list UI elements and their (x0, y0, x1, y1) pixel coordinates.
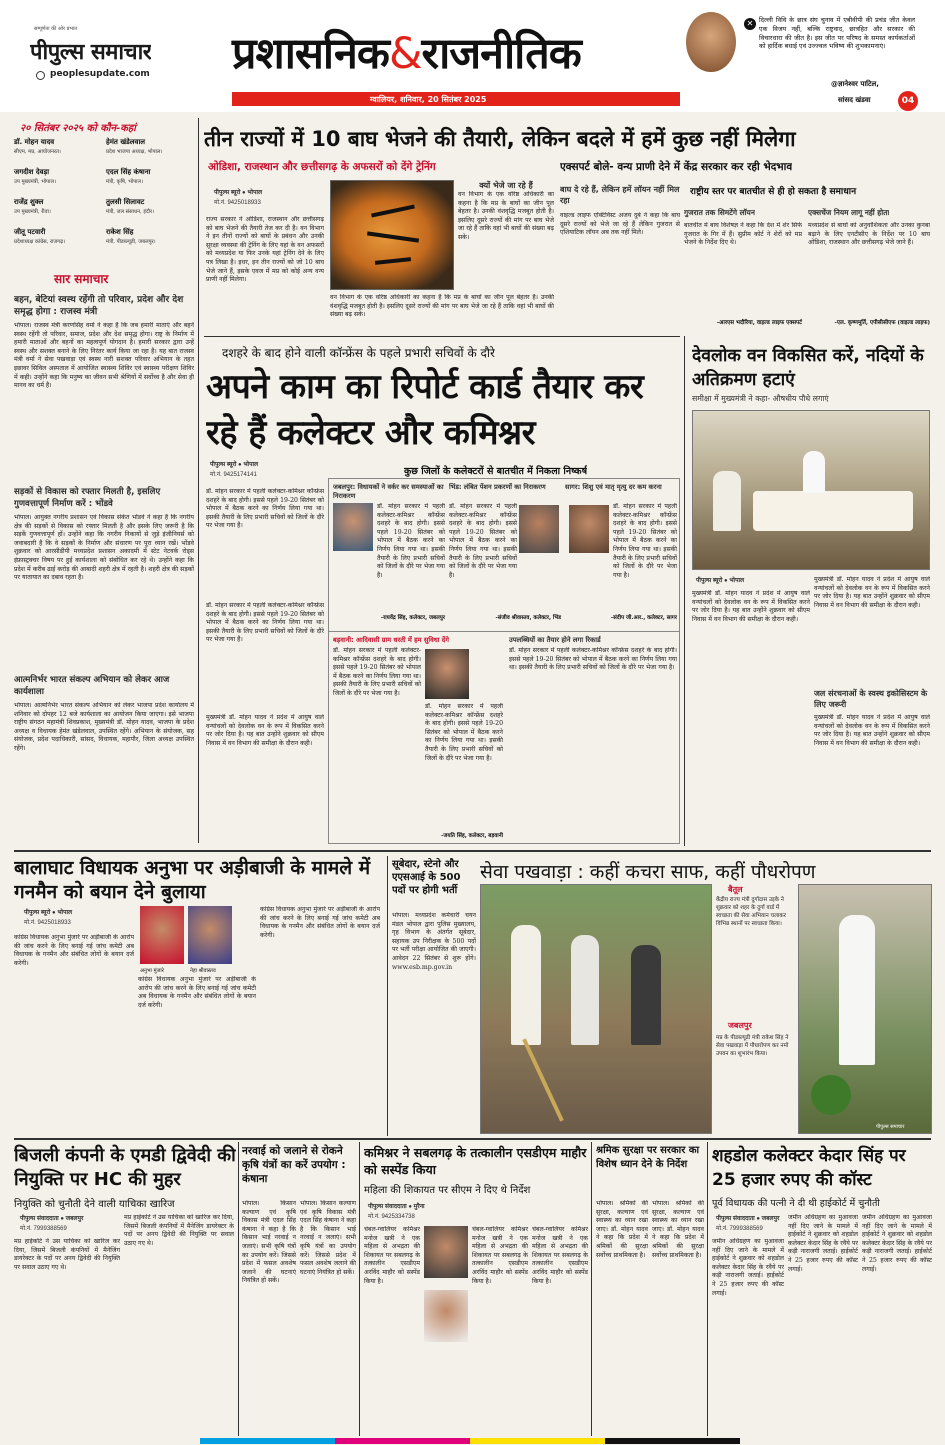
why-box-title: क्यों भेजे जा रहे हैं (479, 181, 533, 190)
bijli-body-2: मप्र हाईकोर्ट ने उस याचिका को खारिज कर दिया, जिसमें बिजली कंपनियों में मैनेजिंग डायरेक्टर के पदों पर अनय द्विवेदी की नियुक्ति पर सवाल उठाए गए थे। (124, 1214, 234, 1247)
seva-cap-2: मप्र के पीडब्ल्यूडी मंत्री राकेश सिंह ने सेवा पखवाड़ा में पौधारोपण कर नमो उपवन का शुभारंभ किया। (716, 1035, 789, 1057)
tweet-photo (686, 12, 736, 72)
anubha-mob: मो.नं. 9425018933 (24, 920, 71, 926)
shahdol-body-2: जमीन अधिग्रहण का मुआवजा नहीं दिए जाने के मामले में हाईकोर्ट ने शुक्रवार को शहडोल कलेक्टर केदार सिंह के रवैये पर कड़ी नाराजगी जताई। हाईकोर्ट ने 25 हजार रुपए की कॉस्ट लगाई। (788, 1214, 858, 1273)
tiger-stripe (371, 204, 415, 217)
person-silhouette (631, 945, 661, 1045)
tiger-body-3: वाइल्ड लाइफ एक्टिविस्ट अजय दुबे ने कहा कि बाघ दूसरे राज्यों को भेजे जा रहे हैं लेकिन गुजरात से एशियाटिक लॉयन अब तक नहीं मिले। (560, 212, 680, 237)
tiger-body-5b: मध्यप्रदेश से बाघों को अनुवांशिकता और उनका कुनबा बढ़ाने के लिए एनटीसीए के निर्देश पर 10 बाघ ओडिशा, राजस्थान और छत्तीसगढ़ भेजे जाने हैं। (808, 222, 930, 247)
devlok-subhead-2: जल संरचनाओं के स्वस्थ इकोसिस्टम के लिए जरूरी (814, 689, 928, 709)
anubha-cap1: अनुभा मुंजारे (140, 968, 164, 974)
person-item: जीतू पटवारी प्रदेशाध्यक्ष कांग्रेस, राजगढ़। (14, 228, 66, 245)
tiger-mob: मो.नं. 9425018933 (214, 200, 261, 206)
shahdol-byline: पीपुल्स संवाददाता ● जबलपुर (716, 1216, 780, 1222)
bijli-subhead: नियुक्ति को चुनौती देने वाली याचिका खारिज (14, 1199, 175, 1210)
narvai-headline: नरवाई को जलाने से रोकने कृषि यंत्रों का करें उपयोग : कंषाना (242, 1145, 346, 1185)
shahdol-mob: मो.नं. 7999388569 (716, 1226, 763, 1232)
rule (238, 1142, 239, 1436)
shahdol-subhead: पूर्व विधायक की पत्नी ने दी थी हाईकोर्ट में चुनौती (712, 1198, 880, 1209)
tiger-body-2: वन विभाग के एक वरिष्ठ अधिकारी का कहना है कि मप्र के बाघों का जीन पूल बेहतर है। उनकी वंशवृद्धि मजबूत होती है। इसलिए दूसरे राज्यों की मांग पर बाघ भेजे जा रहे हैं ताकि वहां भी बाघों की संख्या बढ़ सके। (330, 294, 554, 319)
color-bar (200, 1438, 740, 1444)
report-body: डॉ. मोहन सरकार में पहली कलेक्टर-कमिश्नर कॉन्फ्रेंस दशहरे के बाद होगी। इससे पहले 19-20 सितंबर को भोपाल में बैठक करने का निर्णय लिया गया था। इसकी तैयारी के लिए प्रभारी सचिवों को जिलों के दौरे पर भेजा गया है। (206, 488, 324, 530)
tiger-body-5a: बातचीत में बाघ विशेषज्ञ ने कहा कि देश में शेर सिर्फ गुजरात के गिर में हैं। सुप्रीम कोर्ट ने शेरों को मप्र भेजने के निर्देश दिए थे। (684, 222, 802, 247)
shramik-body-1: भोपाल। श्रमिकों की सुरक्षा, कल्याण एवं स्वास्थ्य का ध्यान रखा जाए। डॉ. मोहन यादव ने कहा कि प्रदेश में श्रमिकों की सुरक्षा सर्वोच्च प्राथमिकता है। (596, 1200, 648, 1259)
why-box-body: वन विभाग के एक वरिष्ठ अधिकारी का कहना है कि मप्र के बाघों का जीन पूल बेहतर है। उनकी वंशवृद्धि मजबूत होती है। इसलिए दूसरे राज्यों की मांग पर बाघ भेजे जा रहे हैं ताकि वहां भी बाघों की संख्या बढ़ सके। (458, 191, 554, 241)
collector-box (328, 478, 680, 844)
tiger-headline: तीन राज्यों में 10 बाघ भेजने की तैयारी, लेकिन बदले में हमें कुछ नहीं मिलेगा (204, 127, 796, 151)
person-silhouette (571, 935, 599, 1045)
tiger-subhead-2: एक्सपर्ट बोले- वन्य प्राणी देने में केंद्र सरकार कर रही भेदभाव (560, 161, 793, 173)
rule (14, 850, 931, 852)
kamishnar-body-3: चंबल-ग्वालियर कमिश्नर मनोज खत्री ने एक महिला से अभद्रता की शिकायत पर सबलगढ़ के तत्कालीन एसडीएम अरविंद माहौर को सस्पेंड किया है। (532, 1226, 588, 1285)
c4-body-2: डॉ. मोहन सरकार में पहली कलेक्टर-कमिश्नर कॉन्फ्रेंस दशहरे के बाद होगी। इससे पहले 19-20 सितंबर को भोपाल में बैठक करने का निर्णय लिया गया था। इसकी तैयारी के लिए प्रभारी सचिवों को जिलों के दौरे पर भेजा गया है। (425, 703, 503, 762)
tweet-text: दिल्ली विवि के छात्र संघ चुनाव में एबीवीपी की प्रचंड जीत केवल एक विजय नहीं, बल्कि राष्ट्रवाद, छात्रहित और सरकार की विचारधारा की जीत है। इस जीत पर परिषद के समस्त कार्यकर्ताओं को हार्दिक बधाई एवं उज्ज्वल भविष्य की शुभकामनाएं। (759, 16, 915, 51)
kamishnar-body-1: चंबल-ग्वालियर कमिश्नर मनोज खत्री ने एक महिला से अभद्रता की शिकायत पर सबलगढ़ के तत्कालीन एसडीएम अरविंद माहौर को सस्पेंड किया है। (364, 1226, 420, 1285)
seva-cap-1: केंद्रीय राज्य मंत्री दुर्गादास उइके ने शुक्रवार को शहर के दुर्गा वार्ड में स्वच्छता की सेवा अभियान चलाकर विभिन्न स्थानों पर स्वच्छता किया। (716, 897, 786, 927)
rule (387, 856, 388, 1136)
sar-headline-2: सड़कों से विकास को रफ्तार मिलती है, इसलिए गुणवत्तापूर्ण निर्माण करें : भोंडवे (14, 487, 161, 509)
person-item: राजेंद्र शुक्ल उप मुख्यमंत्री, रीवा। (14, 198, 51, 215)
brand-logo[interactable]: पीपुल्स समाचार (30, 40, 152, 65)
person-item: डॉ. मोहन यादव सीएम, मप्र, आयोजनरत। (14, 138, 61, 155)
why-box (458, 180, 554, 284)
devlok-headline: देवलोक वन विकसित करें, नदियों के अतिक्रमण हटाएं (692, 346, 924, 390)
shahdol-body-1: जमीन अधिग्रहण का मुआवजा नहीं दिए जाने के मामले में हाईकोर्ट ने शुक्रवार को शहडोल कलेक्टर केदार सिंह के रवैये पर कड़ी नाराजगी जताई। हाईकोर्ट ने 25 हजार रुपए की कॉस्ट लगाई। (712, 1238, 784, 1297)
c1-head: जबलपुर: विधायकों ने वर्कर कर समस्याओं का निराकरण (333, 483, 444, 500)
anubha-photo (140, 906, 184, 964)
person-item: जगदीश देवड़ा उप मुख्यमंत्री, भोपाल। (14, 168, 56, 185)
tweet-handle: @ज्ञानेश्वर पाटिल, (831, 80, 879, 88)
c4-body: डॉ. मोहन सरकार में पहली कलेक्टर-कमिश्नर कॉन्फ्रेंस दशहरे के बाद होगी। इससे पहले 19-20 सितंबर को भोपाल में बैठक करने का निर्णय लिया गया था। इसकी तैयारी के लिए प्रभारी सचिवों को जिलों के दौरे पर भेजा गया है। (333, 647, 421, 697)
narvai-body-2: भोपाल। किसान कल्याण एवं कृषि विकास मंत्री एदल सिंह कंषाना ने कहा है कि किसान भाई नरवाई न जलाएं। सभी कृषि यंत्रों का उपयोग करें। जिससे प्रदेश में फसल अवशेष जलाने की घटनाएं नियंत्रित हो सकें। (300, 1200, 356, 1276)
steno-body: भोपाल। मध्यप्रदेश कर्मचारी चयन मंडल भोपाल द्वारा पुलिस मुख्यालय, गृह विभाग के अंतर्गत सूबेदार, सहायक उप निरीक्षक के 500 पदों पर भर्ती परीक्षा आयोजित की जाएगी। आवेदन 22 सितंबर से शुरू होंगे। www.esb.mp.gov.in (392, 912, 476, 971)
devlok-subhead: समीक्षा में मुख्यमंत्री ने कहा- औषधीय पौधे लगाएं (692, 394, 829, 403)
seva-headline: सेवा पखवाड़ा : कहीं कचरा साफ, कहीं पौधरोपण (480, 861, 816, 883)
report-body-3: मुख्यमंत्री डॉ. मोहन यादव ने प्रदेश में आयुष वाले वन्यांचलों को देवलोक वन के रूप में विकसित करने पर जोर दिया है। यह बात उन्होंने शुक्रवार को सीएम निवास में वन विभाग की समीक्षा के दौरान कही। (206, 714, 324, 747)
person-silhouette (839, 915, 875, 1065)
sar-body-1: भोपाल। राजस्व मंत्री करणसिंह वर्मा ने कहा है कि जब हमारी माताएं और बहनें स्वस्थ रहेंगी तो परिवार, समाज, प्रदेश और देश समृद्ध होगा। राष्ट्र के निर्माण में हमारी माताओं और बहनों का महत्वपूर्ण योगदान है। हमारी सरकार द्वारा उन्हें स्वस्थ और सशक्त बनाने के लिए निरंतर कार्य किया जा रहा है। यह बात राजस्व मंत्री वर्मा ने सेवा पखवाड़ा एवं स्वस्थ नारी सशक्त परिवार अभियान के तहत इछावर सिविल अस्पताल में आयोजित स्वास्थ्य शिविर एवं स्वास्थ्य परीक्षण शिविर में कही। उन्होंने कहा कि मनुष्य का जीवन सभी श्रेणियों में सर्वोच्च है और सेवा ही मानव का धर्म है। (14, 322, 194, 390)
person-item: एदल सिंह कंषाना मंत्री, कृषि, भोपाल। (106, 168, 151, 185)
seva-photo-1 (480, 884, 712, 1134)
person-item: राकेश सिंह मंत्री, पीडब्ल्यूडी, जबलपुर। (106, 228, 156, 245)
rule (707, 1142, 708, 1436)
dateline: ग्वालियर, शनिवार, 20 सितंबर 2025 (370, 95, 487, 104)
c4-head: बड़वानी: आदिवासी ग्राम धरती में हम सुविधा देंगे (333, 636, 450, 644)
kamishnar-byline: पीपुल्स संवाददाता ● मुरैना (368, 1204, 425, 1210)
globe-icon (36, 71, 45, 80)
seva-credit: पीपुल्स समाचार (876, 1124, 905, 1130)
tiger-subhead-1: ओडिशा, राजस्थान और छत्तीसगढ़ के अफसरों को देंगे ट्रेनिंग (208, 161, 436, 173)
quote-1: -आरएस भदौरिया, वाइल्ड लाइफ एक्सपर्ट (716, 320, 802, 326)
rule (684, 336, 685, 846)
report-kicker: दशहरे के बाद होने वाली कॉन्फ्रेंस के पहले प्रभारी सचिवों के दौरे (222, 346, 495, 360)
bijli-byline: पीपुल्स संवाददाता ● जबलपुर (20, 1216, 84, 1222)
devlok-body-1: मुख्यमंत्री डॉ. मोहन यादव ने प्रदेश में आयुष वाले वन्यांचलों को देवलोक वन के रूप में विकसित करने पर जोर दिया है। यह बात उन्होंने शुक्रवार को सीएम निवास में वन विभाग की समीक्षा के दौरान कही। (692, 590, 810, 623)
tiger-photo (330, 180, 454, 290)
bijli-body-1: मप्र हाईकोर्ट ने उस याचिका को खारिज कर दिया, जिसमें बिजली कंपनियों में मैनेजिंग डायरेक्टर के पदों पर अनय द्विवेदी की नियुक्ति पर सवाल उठाए गए थे। (14, 1238, 120, 1271)
anubha-headline: बालाघाट विधायक अनुभा पर अड़ीबाजी के मामले में गनमैन को बयान देने बुलाया (14, 857, 371, 903)
c3-head: सागर: शिशु एवं मातृ मृत्यु दर कम करना (565, 483, 662, 491)
broom (522, 1038, 564, 1121)
kamishnar-photo-2 (424, 1290, 468, 1342)
sidebar (14, 118, 194, 845)
anubha-body-2: कांग्रेस विधायक अनुभा मुंजारे पर अड़ीबाजी के आरोप की जांच करने के लिए बनाई गई जांच कमेटी अब विधायक के गनमैन और संबंधित लोगों के बयान दर्ज करेगी। (138, 976, 256, 1009)
kamishnar-headline: कमिश्नर ने सबलगढ़ के तत्कालीन एसडीएम माहौर को सस्पेंड किया (364, 1145, 587, 1177)
sar-title: सार समाचार (54, 272, 109, 286)
kamishnar-photo-1 (424, 1226, 468, 1278)
quote-2: -एल. कृष्णमूर्ति, एपीसीसीएफ (वाइल्ड लाइफ) (834, 320, 930, 326)
c2-head: भिंड: लंबित पेंशन प्रकरणों का निराकरण (449, 483, 546, 491)
collector-photo-3 (569, 505, 609, 553)
report-body-2: डॉ. मोहन सरकार में पहली कलेक्टर-कमिश्नर कॉन्फ्रेंस दशहरे के बाद होगी। इससे पहले 19-20 सितंबर को भोपाल में बैठक करने का निर्णय लिया गया था। इसकी तैयारी के लिए प्रभारी सचिवों को जिलों के दौरे पर भेजा गया है। (206, 602, 324, 644)
bijli-mob: मो.नं. 7999388569 (20, 1226, 67, 1232)
tagline: सम्पूर्णता की ओर प्रभात (34, 26, 78, 32)
collector-photo-2 (519, 505, 559, 553)
kamishnar-subhead: महिला की शिकायत पर सीएम ने दिए थे निर्देश (364, 1185, 531, 1196)
report-headline: अपने काम का रिपोर्ट कार्ड तैयार कर रहे हैं कलेक्टर और कमिश्नर (206, 367, 644, 453)
c3-body: डॉ. मोहन सरकार में पहली कलेक्टर-कमिश्नर कॉन्फ्रेंस दशहरे के बाद होगी। इससे पहले 19-20 सितंबर को भोपाल में बैठक करने का निर्णय लिया गया था। इसकी तैयारी के लिए प्रभारी सचिवों को जिलों के दौरे पर भेजा गया है। (613, 503, 677, 579)
steno-headline: सूबेदार, स्टेनो और एएसआई के 500 पदों पर होगी भर्ती (392, 859, 461, 896)
sidebar-divider (198, 118, 199, 843)
shramik-headline: श्रमिक सुरक्षा पर सरकार का विशेष ध्यान देने के निर्देश (596, 1145, 700, 1170)
section-title: प्रशासनिक&राजनीतिक (232, 29, 581, 79)
person-item: तुलसी सिलावट मंत्री, जल संसाधन, इंदौर। (106, 198, 155, 215)
collector-photo-4 (425, 649, 469, 699)
narvai-body-1: भोपाल। किसान कल्याण एवं कृषि विकास मंत्री एदल सिंह कंषाना ने कहा है कि किसान भाई नरवाई न जलाएं। सभी कृषि यंत्रों का उपयोग करें। जिससे प्रदेश में फसल अवशेष जलाने की घटनाएं नियंत्रित हो सकें। (242, 1200, 296, 1285)
tweet-box (686, 8, 918, 108)
person-item: हेमंत खंडेलवाल प्रदेश भाजपा अध्यक्ष, भोपाल। (106, 138, 163, 155)
c4-quote: -जयति सिंह, कलेक्टर, बड़वानी (441, 833, 503, 839)
tiger-subhead-4: राष्ट्रीय स्तर पर बातचीत से ही हो सकता है समाधान (690, 187, 857, 197)
collector-photo-1 (333, 503, 373, 551)
tiger-subhead-5a: गुजरात तक सिमटेंगे लॉयन (684, 208, 755, 217)
tiger-stripe (375, 257, 411, 265)
devlok-photo (692, 410, 930, 570)
site-url[interactable]: peoplesupdate.com (50, 69, 150, 79)
c2-quote: -संजीव श्रीवास्तव, कलेक्टर, भिंड (495, 615, 561, 621)
c2-body: डॉ. मोहन सरकार में पहली कलेक्टर-कमिश्नर कॉन्फ्रेंस दशहरे के बाद होगी। इससे पहले 19-20 सितंबर को भोपाल में बैठक करने का निर्णय लिया गया था। इसकी तैयारी के लिए प्रभारी सचिवों को जिलों के दौरे पर भेजा गया है। (449, 503, 517, 579)
devlok-body-3: मुख्यमंत्री डॉ. मोहन यादव ने प्रदेश में आयुष वाले वन्यांचलों को देवलोक वन के रूप में विकसित करने पर जोर दिया है। यह बात उन्होंने शुक्रवार को सीएम निवास में वन विभाग की समीक्षा के दौरान कही। (814, 714, 930, 747)
person-silhouette (803, 451, 825, 493)
masthead (0, 0, 945, 112)
seva-place-2: जबलपुर (728, 1021, 752, 1030)
page-number: 04 (898, 91, 918, 111)
rule (359, 1142, 360, 1436)
tiger-subhead-3: बाघ दे रहे हैं, लेकिन हमें लॉयन नहीं मिल रहा (560, 185, 680, 205)
box-rule (329, 631, 679, 632)
seva-place-1: बैतूल (728, 885, 743, 894)
tiger-byline: पीपुल्स ब्यूरो ● भोपाल (214, 190, 263, 196)
person-silhouette (511, 925, 541, 1045)
sar-body-3: भोपाल। आत्मनिर्भर भारत संकल्प अभियान को लेकर भाजपा प्रदेश कार्यालय में शनिवार को दोपहर 12 बजे कार्यशाला का आयोजन किया जाएगा। इसे भाजपा राष्ट्रीय संगठन महामंत्री शिवप्रकाश, मुख्यमंत्री डॉ. मोहन यादव, भाजपा के प्रदेश अध्यक्ष व विधायक हेमंत खंडेलवाल, उपस्थित रहेंगे। अभियान के संयोजक, सह संयोजक, प्रदेश पदाधिकारी, सांसद, विधायक, महापौर, जिला अध्यक्ष उपस्थित रहेंगे। (14, 702, 194, 752)
devlok-body-2: मुख्यमंत्री डॉ. मोहन यादव ने प्रदेश में आयुष वाले वन्यांचलों को देवलोक वन के रूप में विकसित करने पर जोर दिया है। यह बात उन्होंने शुक्रवार को सीएम निवास में वन विभाग की समीक्षा के दौरान कही। (814, 576, 930, 609)
kamishnar-body-2: चंबल-ग्वालियर कमिश्नर मनोज खत्री ने एक महिला से अभद्रता की शिकायत पर सबलगढ़ के तत्कालीन एसडीएम अरविंद माहौर को सस्पेंड किया है। (472, 1226, 528, 1285)
report-byline: पीपुल्स ब्यूरो ● भोपाल (210, 462, 259, 468)
anubha-body-1: कांग्रेस विधायक अनुभा मुंजारे पर अड़ीबाजी के आरोप की जांच करने के लिए बनाई गई जांच कमेटी अब विधायक के गनमैन और संबंधित लोगों के बयान दर्ज करेगी। (14, 934, 134, 967)
kamishnar-mob: मो.नं. 9425334738 (368, 1214, 415, 1220)
birthday-title: २० सितंबर २०२५ को कौन-कहां (20, 123, 136, 134)
plant (811, 1075, 851, 1115)
tweet-role: सांसद खंडवा (838, 96, 871, 104)
tiger-body-1: राज्य सरकार ने ओडिशा, राजस्थान और छत्तीसगढ़ को बाघ भेजने की तैयारी तेज कर दी है। वन विभाग ने इन तीनों राज्यों को बाघों के प्रबंधन और उनकी सुरक्षा व्यवस्था की ट्रेनिंग के लिए यहां के वन अफसरों को मध्यप्रदेश या फिर उनके यहां ट्रेनिंग देने के लिए पत्र लिखा है। इधर, इन तीन राज्यों को जो 10 बाघ भेजे जाने हैं, इसके एवज में मप्र को कोई अन्य वन्य प्राणी नहीं मिलेगा। (206, 216, 324, 284)
sar-body-2: भोपाल। आयुक्त नगरीय प्रशासन एवं विकास संकेत भोंडवे ने कहा है कि नगरीय क्षेत्र की सड़कों से विकास को रफ्तार मिलती है और इसके लिए जरूरी है कि सड़कें गुणवत्तापूर्ण हों। उन्होंने कहा कि नगरीय निकायों से जुड़े इंजीनियर्स को जवाबदारी है कि वे सड़कों के निर्माण और संधारण पर पूरा ध्यान रखें। भोंडवे शुक्रवार को आरसीडीपी मध्यप्रदेश प्रशासन अकादमी में स्टेट नेटवर्क रोड्स इंफ्रास्ट्रक्चर विषय पर हुई कार्यशाला को संबोधित कर रहे थे। उन्होंने कहा कि प्रदेश में करीब ढाई करोड़ की आबादी शहरी क्षेत्र में रहती है। शहरी क्षेत्र की सड़कों पर यातायात का दबाव रहता है। (14, 514, 194, 582)
seva-photo-2 (798, 884, 932, 1134)
shahdol-body-3: जमीन अधिग्रहण का मुआवजा नहीं दिए जाने के मामले में हाईकोर्ट ने शुक्रवार को शहडोल कलेक्टर केदार सिंह के रवैये पर कड़ी नाराजगी जताई। हाईकोर्ट ने 25 हजार रुपए की कॉस्ट लगाई। (862, 1214, 932, 1273)
sar-headline-1: बहन, बेटियां स्वस्थ रहेंगी तो परिवार, प्रदेश और देश समृद्ध होगा : राजस्व मंत्री (14, 295, 184, 317)
shramik-body-2: भोपाल। श्रमिकों की सुरक्षा, कल्याण एवं स्वास्थ्य का ध्यान रखा जाए। डॉ. मोहन यादव ने कहा कि प्रदेश में श्रमिकों की सुरक्षा सर्वोच्च प्राथमिकता है। (652, 1200, 704, 1259)
meeting-table (753, 491, 913, 531)
neha-photo (188, 906, 232, 964)
bijli-headline: बिजली कंपनी के एमडी द्विवेदी की नियुक्ति पर HC की मुहर (14, 1145, 236, 1190)
anubha-byline: पीपुल्स ब्यूरो ● भोपाल (24, 910, 73, 916)
person-silhouette (713, 471, 741, 531)
devlok-byline: पीपुल्स ब्यूरो ● भोपाल (696, 578, 745, 584)
x-logo-icon: ✕ (744, 18, 756, 30)
people-grid (14, 138, 194, 258)
sar-headline-3: आत्मनिर्भर भारत संकल्प अभियान को लेकर आज कार्यशाला (14, 675, 170, 697)
report-mob: मो.नं. 9425174141 (210, 472, 257, 478)
rule (204, 336, 680, 337)
c3-quote: -संदीप जी.आर., कलेक्टर, सागर (610, 615, 677, 621)
c1-quote: -राघवेंद्र सिंह, कलेक्टर, जबलपुर (380, 615, 445, 621)
anubha-cap2: नेहा श्रीवास्तव (190, 968, 216, 974)
tiger-subhead-5b: एक्सचेंज नियम लागू नहीं होता (808, 208, 890, 217)
report-subhead: कुछ जिलों के कलेक्टरों से बातचीत में निकला निष्कर्ष (404, 466, 588, 477)
rule (14, 1138, 931, 1140)
anubha-body-3: कांग्रेस विधायक अनुभा मुंजारे पर अड़ीबाजी के आरोप की जांच करने के लिए बनाई गई जांच कमेटी अब विधायक के गनमैन और संबंधित लोगों के बयान दर्ज करेगी। (260, 906, 380, 939)
tiger-stripe (367, 231, 419, 242)
rule (591, 1142, 592, 1436)
shahdol-headline: शहडोल कलेक्टर केदार सिंह पर 25 हजार रुपए की कॉस्ट (712, 1146, 906, 1190)
c5-head: उपलब्धियों का तैयार होने लगा रिकार्ड (509, 636, 601, 644)
c5-body: डॉ. मोहन सरकार में पहली कलेक्टर-कमिश्नर कॉन्फ्रेंस दशहरे के बाद होगी। इससे पहले 19-20 सितंबर को भोपाल में बैठक करने का निर्णय लिया गया था। इसकी तैयारी के लिए प्रभारी सचिवों को जिलों के दौरे पर भेजा गया है। (509, 647, 677, 672)
c1-body: डॉ. मोहन सरकार में पहली कलेक्टर-कमिश्नर कॉन्फ्रेंस दशहरे के बाद होगी। इससे पहले 19-20 सितंबर को भोपाल में बैठक करने का निर्णय लिया गया था। इसकी तैयारी के लिए प्रभारी सचिवों को जिलों के दौरे पर भेजा गया है। (377, 503, 445, 579)
